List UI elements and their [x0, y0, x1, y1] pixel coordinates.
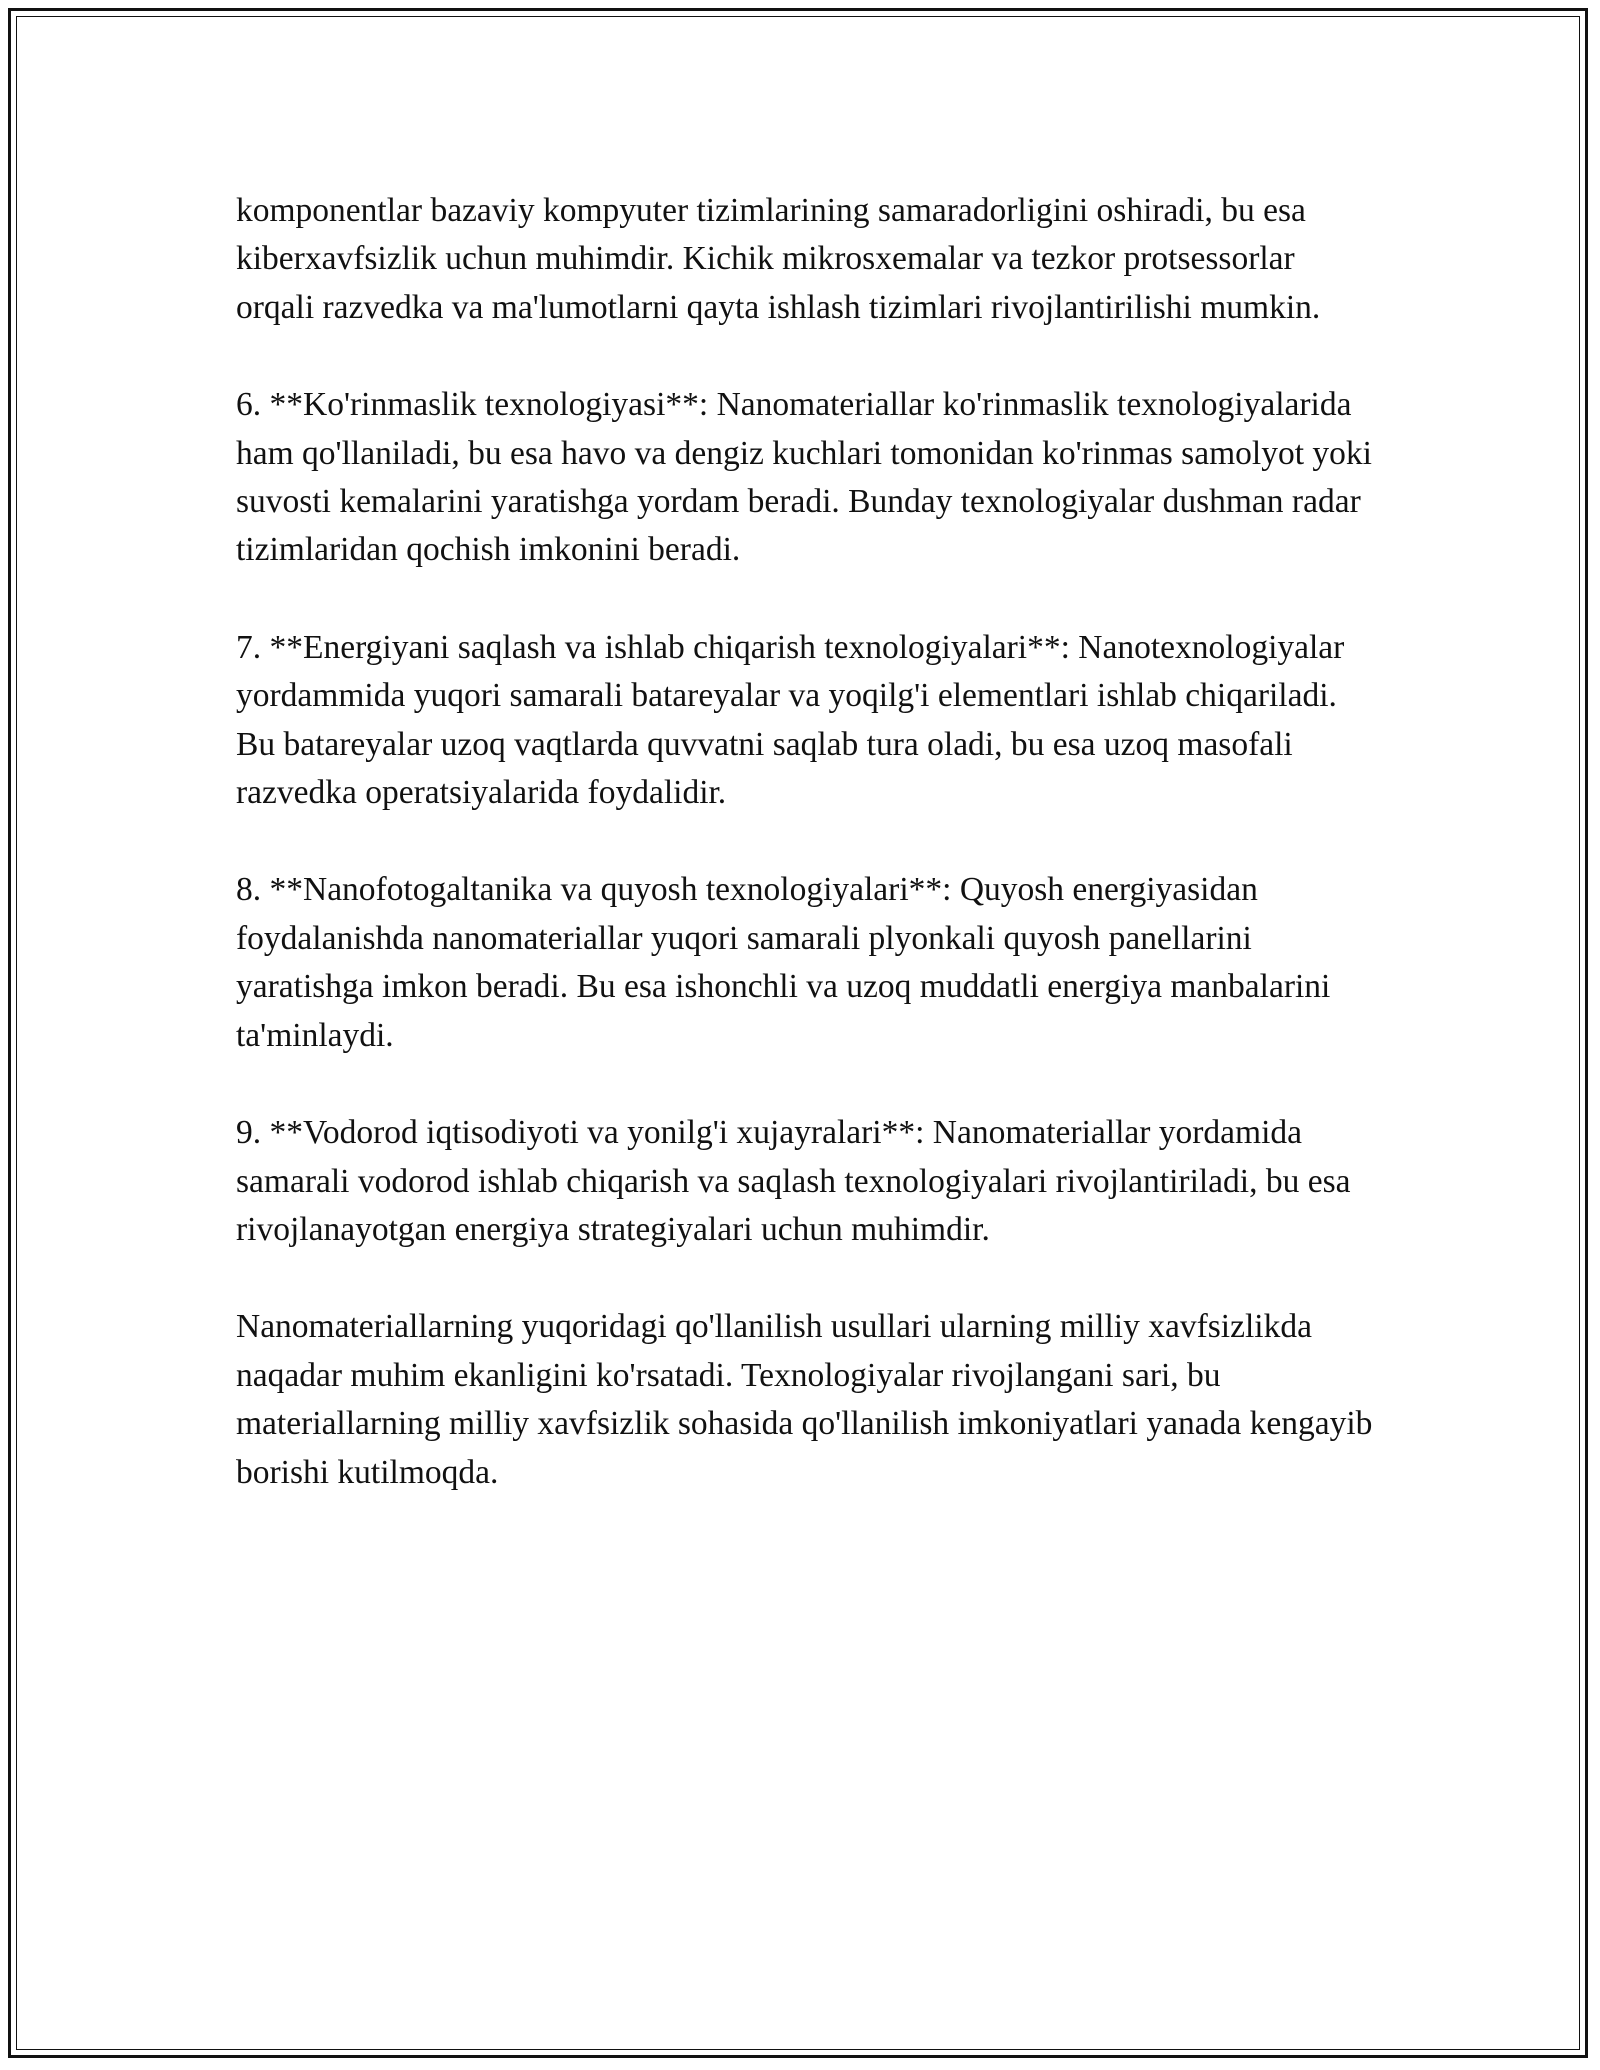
document-body: [236, 187, 1376, 1546]
paragraph-item-6: 6. **Ko'rinmaslik texnologiyasi**: Nanomateriallar ko'rinmaslik texnologiyalarida ham qo'llaniladi, bu esa havo va dengiz kuchlari tomonidan ko'rinmas samolyot yoki suvosti kemalarini yaratishga yordam beradi. Bunday texnologiyalar dushman radar tizimlaridan qochish imkonini beradi.: [236, 386, 1372, 569]
paragraph-intro-continuation: komponentlar bazaviy kompyuter tizimlarining samaradorligini oshiradi, bu esa kiberxavfsizlik uchun muhimdir. Kichik mikrosxemalar va tezkor protsessorlar orqali razvedka va ma'lumotlarni qayta ishlash tizimlari rivojlantirilishi mumkin.: [236, 192, 1321, 326]
paragraph-item-8: 8. **Nanofotogaltanika va quyosh texnologiyalari**: Quyosh energiyasidan foydalanishda nanomateriallar yuqori samarali plyonkali quyosh panellarini yaratishga imkon beradi. Bu esa ishonchli va uzoq muddatli energiya manbalarini ta'minlaydi.: [236, 871, 1331, 1054]
paragraph-item-7: 7. **Energiyani saqlash va ishlab chiqarish texnologiyalari**: Nanotexnologiyalar yordammida yuqori samarali batareyalar va yoqilg'i elementlari ishlab chiqariladi. Bu batareyalar uzoq vaqtlarda quvvatni saqlab tura oladi, bu esa uzoq masofali razvedka operatsiyalarida foydalidir.: [236, 628, 1345, 812]
paragraph-conclusion: Nanomateriallarning yuqoridagi qo'llanilish usullari ularning milliy xavfsizlikda naqadar muhim ekanligini ko'rsatadi. Texnologiyalar rivojlangani sari, bu materiallarning milliy xavfsizlik sohasida qo'llanilish imkoniyatlari yanada kengayib borishi kutilmoqda.: [236, 1308, 1373, 1491]
paragraph-item-9: 9. **Vodorod iqtisodiyoti va yonilg'i xujayralari**: Nanomateriallar yordamida samarali vodorod ishlab chiqarish va saqlash texnologiyalari rivojlantiriladi, bu esa rivojlanayotgan energiya strategiyalari uchun muhimdir.: [236, 1114, 1351, 1248]
